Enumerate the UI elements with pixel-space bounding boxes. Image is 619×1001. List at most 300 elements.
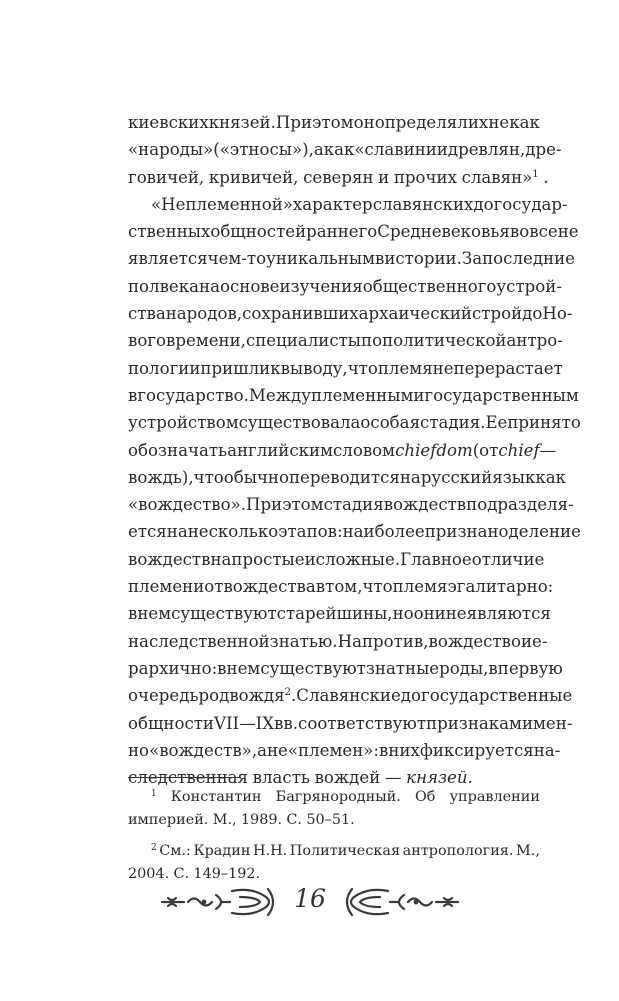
word-text: на <box>199 276 220 296</box>
word <box>149 737 257 764</box>
word <box>128 164 204 191</box>
word <box>128 245 208 272</box>
word-text: государство. <box>137 385 249 405</box>
word <box>543 164 548 191</box>
word-text: вождества <box>223 577 316 597</box>
word <box>333 437 395 464</box>
word <box>384 491 466 518</box>
word-text: на <box>399 467 421 487</box>
word <box>239 409 361 436</box>
word <box>354 136 447 163</box>
word-text: пришли <box>200 358 271 378</box>
word-text: характер <box>292 194 373 214</box>
text-line <box>128 327 563 354</box>
word-text: общественного <box>362 276 497 296</box>
word <box>414 600 446 627</box>
word <box>166 300 242 327</box>
word-text: . <box>543 167 549 187</box>
word-text: князей. <box>208 113 276 132</box>
word-text: ется <box>128 522 167 542</box>
word-text: на <box>166 522 188 542</box>
word-text: словом <box>333 440 396 460</box>
word <box>498 437 539 464</box>
word <box>510 218 558 245</box>
word-text: определял <box>374 113 468 132</box>
word-text: уникальным <box>266 249 375 269</box>
word <box>462 245 482 272</box>
word-text: признакам <box>426 713 522 733</box>
word-text: общности <box>128 713 214 733</box>
word-text: подразделя- <box>466 495 574 515</box>
word <box>324 491 384 518</box>
word <box>128 628 270 655</box>
word-text: — <box>539 440 557 460</box>
word-text: См.: <box>159 843 191 859</box>
text-line <box>128 710 573 737</box>
word-text: не <box>267 740 288 760</box>
word <box>509 109 540 136</box>
word-text: вождество <box>428 631 521 651</box>
word-text: «вождеств», <box>149 740 258 760</box>
footnote-marker: 1 <box>532 168 539 180</box>
footnote-separator <box>128 777 240 778</box>
word-text: переводится <box>288 467 400 487</box>
word-text: старейшины, <box>276 604 393 624</box>
word-text: особая <box>360 413 421 433</box>
word <box>204 573 223 600</box>
word-text: ственных <box>128 222 211 242</box>
word <box>303 164 373 191</box>
word <box>188 518 278 545</box>
word <box>151 191 293 218</box>
word-text: а <box>313 140 324 160</box>
word <box>128 218 210 245</box>
word-text: и <box>378 167 390 187</box>
word-text: в <box>128 385 138 405</box>
word <box>137 600 171 627</box>
word <box>507 327 563 354</box>
word <box>393 600 414 627</box>
word-text: За <box>461 249 483 269</box>
footnotes <box>128 786 540 886</box>
word <box>249 382 311 409</box>
word-text: не <box>488 113 510 132</box>
word <box>209 164 299 191</box>
word-text: обозначать <box>128 440 228 460</box>
word-text: от <box>204 577 224 597</box>
word <box>450 786 540 809</box>
word-text: антропология. <box>402 843 514 859</box>
word-text: наиболее <box>342 522 425 542</box>
word-text: догосударственные <box>400 686 573 706</box>
word <box>540 437 557 464</box>
text-line <box>128 628 548 655</box>
word-text: «Неплеменной» <box>151 194 293 214</box>
word-text: Но- <box>542 304 573 324</box>
word-text: «племен»: <box>287 740 379 760</box>
word <box>213 809 237 832</box>
word-text: признано <box>424 522 509 542</box>
word <box>242 300 358 327</box>
word-text: как <box>535 467 567 487</box>
word-text: перерастает <box>453 358 563 378</box>
word-text: до <box>522 304 543 324</box>
word <box>466 491 574 518</box>
word <box>312 109 353 136</box>
word-text: а <box>257 740 267 760</box>
word-text: дре- <box>525 140 562 160</box>
word <box>224 464 289 491</box>
word <box>217 655 226 682</box>
word-text: специалисты <box>245 331 362 351</box>
word-text: но <box>128 740 150 760</box>
word <box>354 109 375 136</box>
word <box>279 273 362 300</box>
word <box>378 355 433 382</box>
word <box>128 682 198 709</box>
word <box>289 464 400 491</box>
text-line <box>128 600 551 627</box>
word-text: говичей, <box>128 167 205 187</box>
word <box>447 573 553 600</box>
word-text: наследственной <box>128 631 270 651</box>
word-text: очередь <box>128 686 199 706</box>
word <box>400 464 421 491</box>
word <box>128 355 200 382</box>
word-text: строй <box>471 304 523 324</box>
word-text: Константин <box>170 789 262 805</box>
word-text: основе <box>219 276 280 296</box>
word-text: устройством <box>128 413 239 433</box>
word-text: вождя <box>229 686 285 706</box>
word-text: М., <box>516 843 540 859</box>
word-text: (от <box>472 440 499 460</box>
word <box>305 546 316 573</box>
word-text: Об <box>414 789 436 805</box>
text-line <box>128 355 563 382</box>
text-line <box>128 191 568 218</box>
text-line <box>128 109 540 136</box>
word-text: государственным <box>424 385 579 405</box>
word <box>522 710 572 737</box>
word <box>128 109 209 136</box>
word <box>348 355 378 382</box>
word-text: . <box>290 686 297 706</box>
word-text: принято <box>507 413 581 433</box>
word-text: С. <box>173 866 190 882</box>
word-text: в <box>379 740 389 760</box>
word <box>394 164 457 191</box>
word-text: знатью. <box>269 631 338 651</box>
word-text: имен- <box>521 713 573 733</box>
word <box>306 218 377 245</box>
text-line <box>128 300 573 327</box>
word-text: не <box>557 222 579 242</box>
word <box>270 355 280 382</box>
footnote-line <box>128 809 540 832</box>
text-line <box>128 518 581 545</box>
word-text: существуют <box>260 658 366 678</box>
word-text: полвека <box>128 276 200 296</box>
word-text: устрой- <box>496 276 562 296</box>
word-text: род <box>198 686 230 706</box>
word-text: сложные. <box>315 549 401 569</box>
word <box>209 109 276 136</box>
text-line <box>128 464 567 491</box>
text-line <box>128 682 573 709</box>
word <box>525 136 561 163</box>
word-text: является <box>128 249 208 269</box>
footnote-gap <box>128 832 540 840</box>
word <box>314 136 324 163</box>
word-text: что <box>362 577 393 597</box>
word-text: — <box>384 768 402 788</box>
word-text: их <box>467 113 489 132</box>
word-text: догосудар- <box>473 194 568 214</box>
word-text: народов, <box>165 304 243 324</box>
word-text: существовала <box>238 413 361 433</box>
word-text: вого <box>128 331 167 351</box>
word <box>167 518 188 545</box>
word-text: нем <box>226 658 261 678</box>
main-text <box>128 109 581 791</box>
word-text: этом <box>312 113 354 132</box>
word-text: стадия <box>323 495 384 515</box>
word-text: киевских <box>128 113 209 132</box>
word-text: на- <box>533 740 561 760</box>
word <box>426 710 522 737</box>
word <box>282 491 323 518</box>
text-line <box>128 546 545 573</box>
word <box>128 573 204 600</box>
word-text: соответствуют <box>298 713 427 733</box>
word <box>395 437 473 464</box>
word <box>220 273 280 300</box>
word <box>293 191 373 218</box>
word-text: изучения <box>279 276 363 296</box>
word <box>137 382 249 409</box>
word <box>128 409 239 436</box>
word <box>492 464 535 491</box>
word <box>467 600 551 627</box>
word-text: вождеств <box>128 549 211 569</box>
word <box>128 546 210 573</box>
word <box>421 464 492 491</box>
word <box>446 600 467 627</box>
word <box>462 164 539 191</box>
word-text: древлян, <box>447 140 526 160</box>
word-text: отличие <box>471 549 545 569</box>
italic-word: chiefdom <box>395 440 473 460</box>
word <box>210 546 231 573</box>
word <box>246 491 282 518</box>
word-text: политической <box>382 331 507 351</box>
word-text: «вождество». <box>128 495 247 515</box>
word-text: в <box>217 658 227 678</box>
word <box>400 546 472 573</box>
word-text: последние <box>482 249 575 269</box>
word-text: вв. <box>274 713 299 733</box>
text-line <box>128 218 579 245</box>
word <box>375 109 468 136</box>
word-text: том, <box>325 577 363 597</box>
word-text: вождеств <box>383 495 467 515</box>
word <box>128 600 137 627</box>
word-text: следственная <box>128 768 248 788</box>
word-text: в <box>128 604 138 624</box>
word <box>199 273 220 300</box>
word-text: что <box>347 358 378 378</box>
word <box>277 600 393 627</box>
word <box>468 109 488 136</box>
word-text: существуют <box>171 604 277 624</box>
footnote-marker: 2 <box>151 843 157 854</box>
word <box>393 573 448 600</box>
footnote-marker: 1 <box>151 789 157 800</box>
word <box>257 737 267 764</box>
word-text: племенным <box>310 385 414 405</box>
word-text: С. <box>286 812 303 828</box>
word-text: этом <box>282 495 324 515</box>
word <box>214 710 274 737</box>
word-text: кривичей, <box>208 167 299 187</box>
word-text: этапов: <box>278 522 343 542</box>
word-text: вождей <box>314 768 381 788</box>
word-text: язык <box>492 467 536 487</box>
word <box>270 628 338 655</box>
word <box>454 355 563 382</box>
word-text: Главное <box>400 549 472 569</box>
word <box>521 628 548 655</box>
word <box>378 164 389 191</box>
word-text: племя <box>392 577 448 597</box>
word-text: прочих <box>393 167 457 187</box>
word <box>316 546 400 573</box>
word-text: Славянские <box>296 686 401 706</box>
word-text: 1989. <box>240 812 283 828</box>
word <box>363 573 393 600</box>
word-text: выводу, <box>280 358 348 378</box>
word-text: вовсе <box>509 222 558 242</box>
word-text: ие- <box>520 631 548 651</box>
word-text: но <box>392 604 414 624</box>
word-text: русский <box>420 467 493 487</box>
word <box>128 655 217 682</box>
text-line <box>128 409 581 436</box>
text-line <box>128 136 562 163</box>
word-text: 2004. <box>128 866 170 882</box>
word <box>231 546 304 573</box>
word <box>472 546 545 573</box>
word-text: власть <box>252 768 310 788</box>
text-line <box>128 164 549 191</box>
word <box>433 355 454 382</box>
word <box>382 327 506 354</box>
word-text: рархично: <box>128 658 218 678</box>
word-text: что <box>193 467 224 487</box>
word-text: в <box>374 249 385 269</box>
word-text: истории. <box>384 249 462 269</box>
word-text: племя <box>377 358 433 378</box>
word <box>159 840 191 863</box>
word <box>558 218 579 245</box>
word <box>171 600 277 627</box>
word-text: пологии <box>128 358 201 378</box>
word-text: чем-то <box>207 249 267 269</box>
page-number: 16 <box>294 884 326 913</box>
word <box>227 437 333 464</box>
word <box>377 218 510 245</box>
word <box>151 840 157 863</box>
word <box>415 786 435 809</box>
word <box>485 409 507 436</box>
word-text: них <box>388 740 420 760</box>
text-line <box>128 491 574 518</box>
word <box>325 573 362 600</box>
word-text: («этносы»), <box>213 140 314 160</box>
word <box>413 382 424 409</box>
word <box>375 245 384 272</box>
word <box>306 809 354 832</box>
word <box>473 437 499 464</box>
word-text: племени <box>128 577 205 597</box>
word-text: и <box>304 549 316 569</box>
footnote-line <box>128 786 540 809</box>
word <box>276 786 401 809</box>
word <box>210 218 306 245</box>
word <box>388 737 419 764</box>
word-text: обычно <box>223 467 289 487</box>
word <box>128 737 149 764</box>
word <box>535 464 566 491</box>
word-text: и <box>413 385 425 405</box>
word <box>171 786 262 809</box>
italic-word: князей. <box>406 768 473 788</box>
word-text: английским <box>227 440 334 460</box>
footnote-marker: 2 <box>284 687 291 699</box>
word-text: Крадин <box>193 843 251 859</box>
word <box>200 355 270 382</box>
word <box>420 737 534 764</box>
word <box>448 136 525 163</box>
word <box>128 273 199 300</box>
word-text: Между <box>248 385 311 405</box>
word-text: знатные <box>365 658 440 678</box>
word-text: эгалитарно: <box>447 577 554 597</box>
word <box>128 518 167 545</box>
word-text: Ее <box>485 413 508 433</box>
word <box>424 382 578 409</box>
word-text: Н.Н. <box>252 843 288 859</box>
word-text: простые <box>231 549 305 569</box>
word-text: 50–51. <box>306 812 355 828</box>
word-text: фиксируется <box>419 740 534 760</box>
word-text: VII—IX <box>214 713 275 733</box>
word <box>379 737 388 764</box>
word <box>420 409 485 436</box>
word <box>311 382 413 409</box>
word <box>401 682 572 709</box>
word <box>298 710 426 737</box>
word <box>496 273 562 300</box>
word <box>509 518 581 545</box>
italic-word: chief <box>498 440 540 460</box>
word <box>281 355 348 382</box>
word-text: по <box>361 331 383 351</box>
word-text: являются <box>466 604 551 624</box>
word-text: Средневековья <box>377 222 510 242</box>
word <box>473 191 567 218</box>
